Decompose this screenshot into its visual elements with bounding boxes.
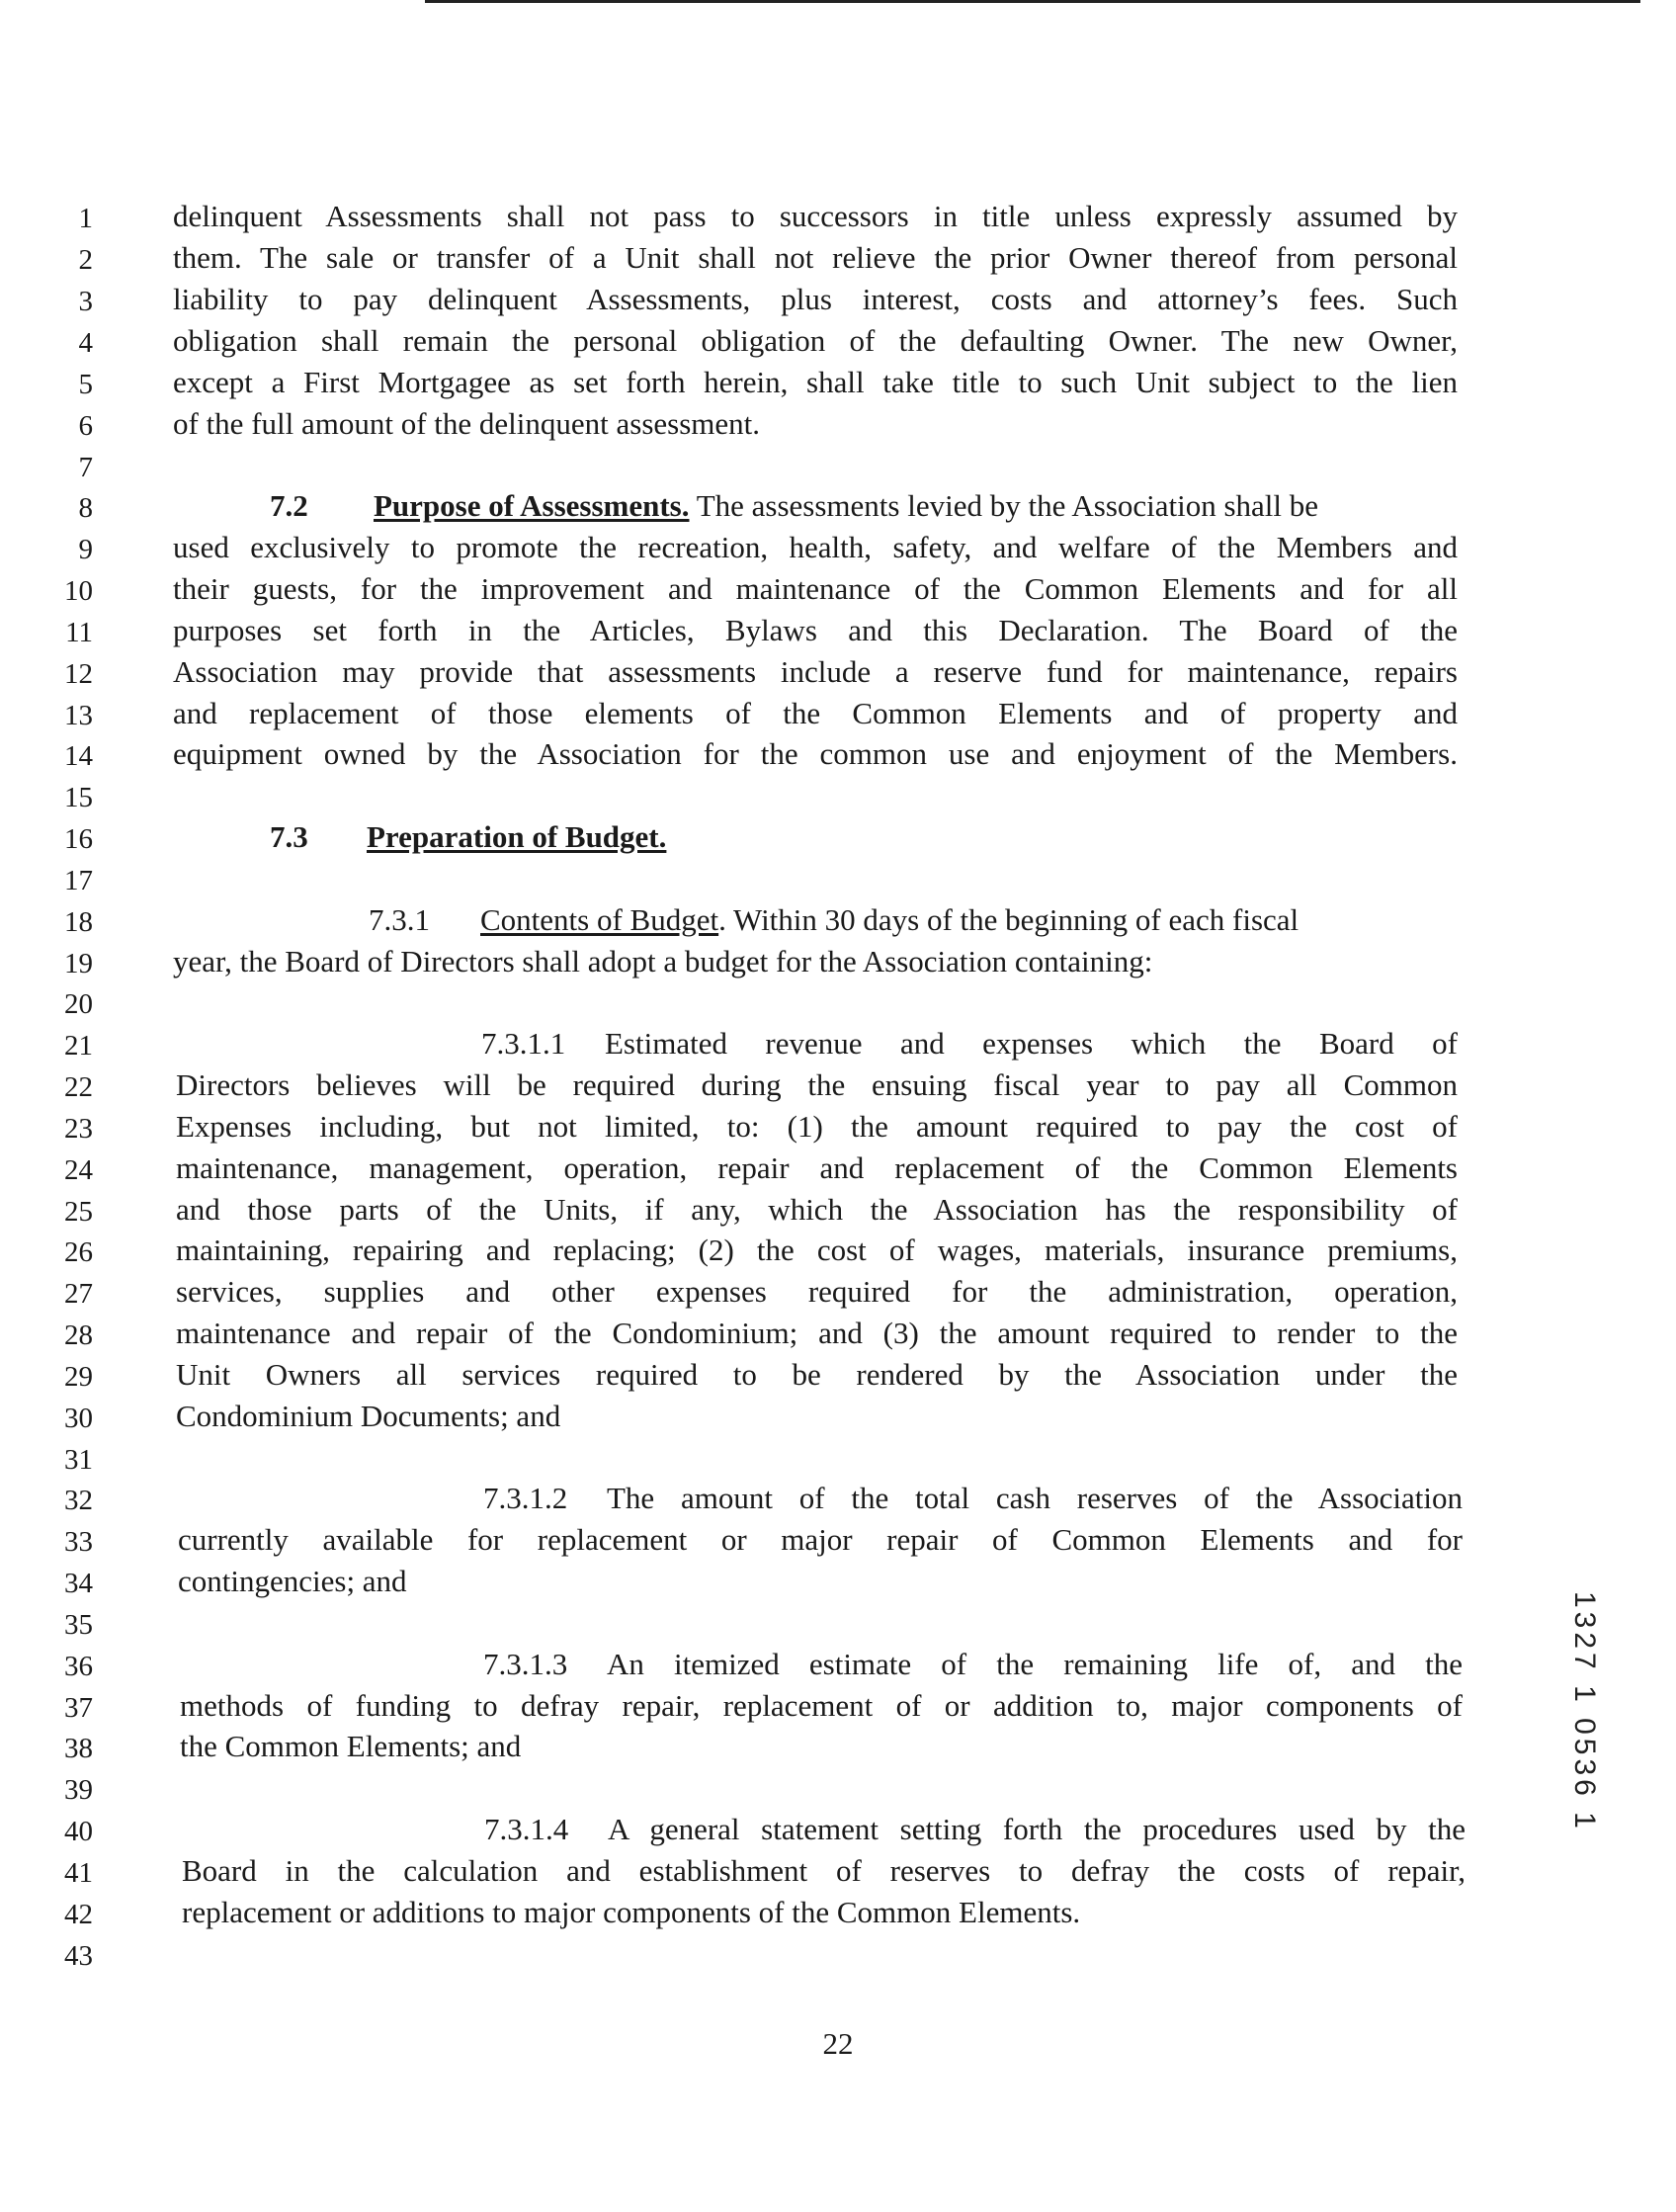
text-line: Expenses including, but not limited, to: (1) the amount required to pay the cost of <box>176 1109 1458 1144</box>
line-number: 9 <box>78 534 93 565</box>
line-number: 8 <box>78 492 93 524</box>
section-heading: Contents of Budget <box>480 902 719 937</box>
text-fragment: A general statement setting forth the procedures used by the <box>608 1812 1466 1846</box>
text-fragment: An itemized estimate of the remaining life of, and the <box>607 1647 1463 1681</box>
text-line: used exclusively to promote the recreation, health, safety, and welfare of the Members and <box>173 530 1458 564</box>
text-line: delinquent Assessments shall not pass to successors in title unless expressly assumed by <box>173 199 1458 233</box>
recording-stamp: 1327 1 0536 1 <box>1568 1591 1601 1832</box>
section-7-3-1-3-first-line <box>483 1647 1463 1682</box>
text-line: obligation shall remain the personal obligation of the defaulting Owner. The new Owner, <box>173 323 1458 358</box>
text-line: year, the Board of Directors shall adopt a budget for the Association containing: <box>173 944 1153 978</box>
section-7-3-1-2-first-line <box>483 1481 1463 1516</box>
line-number: 19 <box>64 948 93 979</box>
text-line: and replacement of those elements of the Common Elements and of property and <box>173 696 1458 730</box>
text-line: equipment owned by the Association for the common use and enjoyment of the Members. <box>173 736 1458 771</box>
line-number: 28 <box>64 1319 93 1351</box>
line-number: 41 <box>64 1857 93 1889</box>
line-number: 18 <box>64 906 93 938</box>
line-number: 35 <box>64 1609 93 1641</box>
section-number: 7.3.1.2 <box>483 1481 568 1515</box>
section-number: 7.3.1 <box>369 902 430 937</box>
section-number: 7.3.1.3 <box>483 1647 568 1681</box>
line-number: 43 <box>64 1940 93 1972</box>
line-number: 13 <box>64 700 93 731</box>
section-number: 7.3 <box>270 819 308 854</box>
line-number: 15 <box>64 782 93 813</box>
line-number: 5 <box>78 369 93 400</box>
section-number: 7.3.1.4 <box>484 1812 569 1846</box>
text-line: maintenance and repair of the Condominium; and (3) the amount required to render to the <box>176 1316 1458 1350</box>
line-number: 37 <box>64 1692 93 1724</box>
line-number: 12 <box>64 658 93 690</box>
section-7-3-1-first-line <box>369 902 1299 938</box>
line-number: 30 <box>64 1403 93 1434</box>
line-number: 20 <box>64 988 93 1020</box>
text-line: and those parts of the Units, if any, which the Association has the responsibility of <box>176 1192 1458 1227</box>
section-number: 7.2 <box>270 488 308 523</box>
line-number: 14 <box>64 740 93 772</box>
text-line: Unit Owners all services required to be rendered by the Association under the <box>176 1357 1458 1392</box>
line-number: 1 <box>78 203 93 234</box>
line-number: 10 <box>64 575 93 607</box>
text-line: services, supplies and other expenses required for the administration, operation, <box>176 1274 1458 1309</box>
line-number: 24 <box>64 1154 93 1186</box>
line-number: 2 <box>78 244 93 276</box>
line-number: 4 <box>78 327 93 359</box>
text-line: their guests, for the improvement and maintenance of the Common Elements and for all <box>173 571 1458 606</box>
text-line: maintenance, management, operation, repair and replacement of the Common Elements <box>176 1150 1458 1185</box>
line-number: 36 <box>64 1651 93 1682</box>
line-number: 29 <box>64 1361 93 1393</box>
line-number: 31 <box>64 1444 93 1476</box>
line-number: 3 <box>78 286 93 317</box>
text-line: them. The sale or transfer of a Unit shall not relieve the prior Owner thereof from personal <box>173 240 1458 275</box>
section-7-3-heading-line <box>270 819 666 855</box>
text-line: Association may provide that assessments include a reserve fund for maintenance, repairs <box>173 654 1458 689</box>
line-number: 6 <box>78 410 93 442</box>
text-line: Board in the calculation and establishment of reserves to defray the costs of repair, <box>182 1853 1466 1888</box>
text-line: of the full amount of the delinquent assessment. <box>173 406 761 441</box>
line-number: 34 <box>64 1568 93 1599</box>
section-7-2-first-line <box>270 488 1318 524</box>
line-number: 7 <box>78 452 93 483</box>
text-fragment: The amount of the total cash reserves of the Association <box>607 1481 1463 1515</box>
text-line: purposes set forth in the Articles, Bylaws and this Declaration. The Board of the <box>173 613 1458 647</box>
section-heading: Preparation of Budget. <box>367 819 667 854</box>
text-line: Condominium Documents; and <box>176 1399 561 1433</box>
text-line: contingencies; and <box>178 1564 407 1598</box>
line-number: 25 <box>64 1196 93 1228</box>
line-number: 38 <box>64 1733 93 1764</box>
section-7-3-1-4-first-line <box>484 1812 1466 1847</box>
text-line: replacement or additions to major components of the Common Elements. <box>182 1895 1081 1929</box>
text-line: maintaining, repairing and replacing; (2) the cost of wages, materials, insurance premiums, <box>176 1233 1458 1267</box>
text-fragment: The assessments levied by the Association shall be <box>696 488 1319 523</box>
line-number: 22 <box>64 1071 93 1103</box>
line-number: 33 <box>64 1526 93 1558</box>
line-number: 32 <box>64 1485 93 1516</box>
text-line: the Common Elements; and <box>180 1729 522 1763</box>
text-line: liability to pay delinquent Assessments, plus interest, costs and attorney’s fees. Such <box>173 282 1458 316</box>
section-heading: Purpose of Assessments. <box>374 488 690 523</box>
section-7-3-1-1-first-line <box>481 1026 1458 1062</box>
section-number: 7.3.1.1 <box>481 1026 566 1061</box>
top-scan-rule <box>425 0 1640 3</box>
line-number: 23 <box>64 1113 93 1145</box>
line-number: 27 <box>64 1278 93 1310</box>
line-number: 11 <box>65 617 93 648</box>
page-number: 22 <box>822 2026 854 2061</box>
line-number: 17 <box>64 865 93 896</box>
line-number: 16 <box>64 823 93 855</box>
line-number: 26 <box>64 1236 93 1268</box>
line-number: 42 <box>64 1899 93 1930</box>
text-line: Directors believes will be required during the ensuing fiscal year to pay all Common <box>176 1067 1458 1102</box>
text-line: except a First Mortgagee as set forth herein, shall take title to such Unit subject to the lien <box>173 365 1458 399</box>
line-number: 39 <box>64 1774 93 1806</box>
text-line: methods of funding to defray repair, replacement of or addition to, major components of <box>180 1688 1463 1723</box>
text-fragment: Estimated revenue and expenses which the Board of <box>605 1026 1458 1061</box>
line-number: 40 <box>64 1816 93 1847</box>
text-fragment: . Within 30 days of the beginning of each fiscal <box>718 902 1299 937</box>
line-number: 21 <box>64 1030 93 1062</box>
text-line: currently available for replacement or major repair of Common Elements and for <box>178 1522 1463 1557</box>
